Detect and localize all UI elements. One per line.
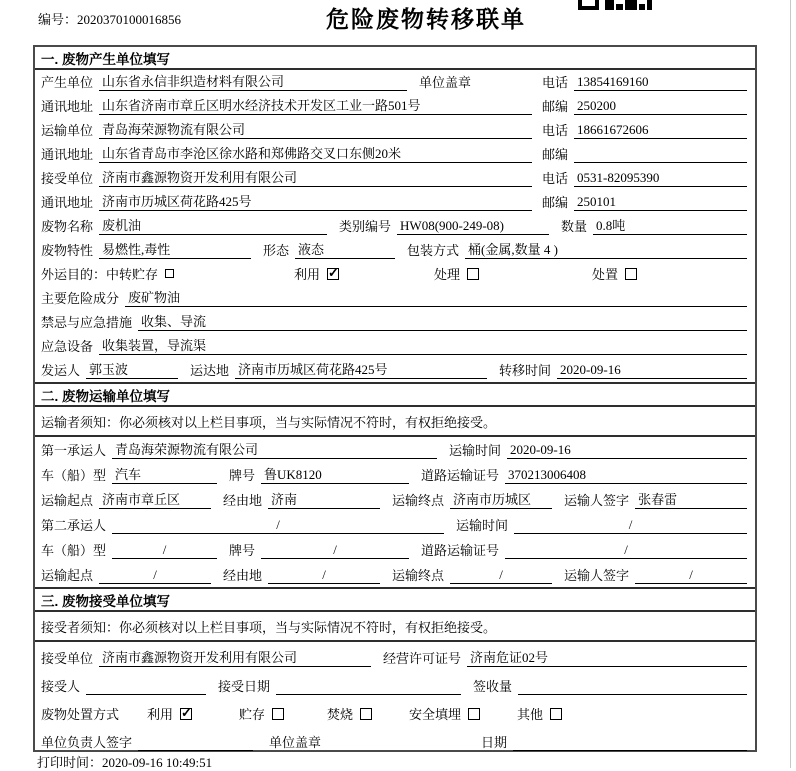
transporter-address-row — [35, 142, 755, 166]
vehicle1-type-label: 车（船）型 — [41, 468, 107, 483]
waste-packing-value: 桶(金属,数量 4 ) — [465, 239, 747, 259]
serial-label: 编号： — [38, 12, 78, 27]
checkbox-disposal-utilize-checked — [180, 708, 192, 720]
measures-label: 禁忌与应急措施 — [41, 315, 133, 330]
print-time-label: 打印时间： — [37, 755, 103, 770]
plate2-value: / — [261, 542, 409, 559]
route1-start-label: 运输起点 — [41, 493, 94, 508]
receiver-value: 济南市鑫源物资开发利用有限公司 — [99, 167, 532, 187]
unit-seal-label: 单位盖章 — [269, 735, 322, 750]
transporter-zip-value — [574, 162, 747, 163]
route1-end-value: 济南市历城区 — [450, 489, 552, 509]
print-time-line — [37, 752, 212, 771]
route1-sign-value: 张春雷 — [635, 489, 747, 509]
transport-time1-label: 运输时间 — [449, 443, 502, 458]
disposal-landfill-label: 安全填埋 — [409, 707, 462, 722]
acceptor-row — [35, 670, 755, 698]
destination-value: 济南市历城区荷花路425号 — [235, 359, 487, 379]
sign-date-label: 日期 — [481, 735, 508, 750]
route1-via-label: 经由地 — [223, 493, 263, 508]
section1-header: 一. 废物产生单位填写 — [35, 47, 755, 70]
accepting-unit-row — [35, 642, 755, 670]
qr-code-fragment — [578, 0, 652, 10]
checkbox-dispose-unchecked — [625, 268, 637, 280]
checkbox-disposal-store-unchecked — [272, 708, 284, 720]
first-carrier-row — [35, 437, 755, 462]
purpose-option-treat — [434, 264, 592, 283]
transporter-notice-label: 运输者须知： — [41, 414, 120, 430]
waste-form-value: 液态 — [295, 239, 395, 259]
transporter-phone-group — [542, 120, 747, 139]
receiver-notice-text: 你必须核对以上栏目事项，当与实际情况不符时，有权拒绝接受。 — [119, 619, 497, 635]
receiver-row — [35, 166, 755, 190]
purpose-option-storage — [106, 264, 294, 283]
vehicle1-row — [35, 462, 755, 487]
waste-quantity-label: 数量 — [561, 219, 588, 234]
consignor-label: 发运人 — [41, 363, 81, 378]
vehicle2-type-label: 车（船）型 — [41, 543, 107, 558]
waste-name-value: 废机油 — [99, 215, 327, 235]
transporter-phone-value: 18661672606 — [574, 122, 747, 139]
responsible-signature-label: 单位负责人签字 — [41, 735, 133, 750]
serial-number-line — [38, 9, 181, 28]
transporter-value: 青岛海荣源物流有限公司 — [99, 119, 532, 139]
receiver-label: 接受单位 — [41, 171, 94, 186]
checkbox-storage-unchecked — [165, 269, 174, 278]
receiver-zip-value: 250101 — [574, 194, 747, 211]
hazard-label: 主要危险成分 — [41, 291, 120, 306]
consignor-row — [35, 358, 755, 382]
route2-row — [35, 562, 755, 587]
producer-zip-group — [542, 96, 747, 115]
disposal-store-label: 贮存 — [239, 707, 266, 722]
plate2-label: 牌号 — [229, 543, 256, 558]
road-license1-value: 370213006408 — [505, 467, 747, 484]
road-license2-value: / — [505, 542, 747, 559]
equipment-label: 应急设备 — [41, 339, 94, 354]
hazard-row — [35, 286, 755, 310]
waste-traits-value: 易燃性,毒性 — [99, 239, 251, 259]
signature-row — [35, 726, 755, 754]
responsible-signature-value — [138, 750, 253, 751]
route2-via-value: / — [268, 567, 380, 584]
acceptor-value — [86, 694, 206, 695]
transfer-purpose-row — [35, 262, 755, 286]
producer-value: 山东省永信非织造材料有限公司 — [99, 71, 407, 91]
purpose-storage-label: 中转贮存 — [106, 267, 159, 282]
accept-date-value — [276, 694, 461, 695]
producer-phone-group — [542, 72, 747, 91]
plate1-label: 牌号 — [229, 468, 256, 483]
measures-row — [35, 310, 755, 334]
receiver-address-label: 通讯地址 — [41, 195, 94, 210]
route1-end-label: 运输终点 — [392, 493, 445, 508]
second-carrier-label: 第二承运人 — [41, 518, 107, 533]
producer-zip-label: 邮编 — [542, 99, 569, 114]
transporter-row — [35, 118, 755, 142]
purpose-utilize-label: 利用 — [294, 267, 321, 282]
route2-sign-value: / — [635, 567, 747, 584]
vehicle2-row — [35, 537, 755, 562]
route2-via-label: 经由地 — [223, 568, 263, 583]
waste-name-label: 废物名称 — [41, 219, 94, 234]
purpose-treat-label: 处理 — [434, 267, 461, 282]
transporter-phone-label: 电话 — [542, 123, 569, 138]
route1-via-value: 济南 — [268, 489, 380, 509]
receiver-address-row — [35, 190, 755, 214]
purpose-option-utilize — [294, 264, 434, 283]
disposal-method-label: 废物处置方式 — [41, 707, 120, 722]
transport-time1-value: 2020-09-16 — [507, 442, 747, 459]
transfer-time-label: 转移时间 — [499, 363, 552, 378]
waste-traits-label: 废物特性 — [41, 243, 94, 258]
waste-traits-row — [35, 238, 755, 262]
checkbox-disposal-other-unchecked — [550, 708, 562, 720]
consignor-value: 郭玉波 — [86, 359, 178, 379]
waste-category-label: 类别编号 — [339, 219, 392, 234]
disposal-method-row — [35, 698, 755, 726]
accept-date-label: 接受日期 — [218, 679, 271, 694]
producer-address-value: 山东省济南市章丘区明水经济技术开发区工业一路501号 — [99, 95, 532, 115]
accepting-unit-label: 接受单位 — [41, 651, 94, 666]
road-license2-label: 道路运输证号 — [421, 543, 500, 558]
second-carrier-row — [35, 512, 755, 537]
transport-time2-label: 运输时间 — [456, 518, 509, 533]
road-license1-label: 道路运输证号 — [421, 468, 500, 483]
disposal-incinerate-label: 焚烧 — [327, 707, 354, 722]
page-title: 危险废物转移联单 — [326, 6, 526, 32]
transporter-notice-row — [35, 407, 755, 437]
producer-zip-value: 250200 — [574, 98, 747, 115]
route2-sign-label: 运输人签字 — [564, 568, 630, 583]
signed-amount-label: 签收量 — [473, 679, 513, 694]
first-carrier-label: 第一承运人 — [41, 443, 107, 458]
transporter-zip-label: 邮编 — [542, 147, 569, 162]
receiver-zip-group — [542, 192, 747, 211]
receiver-zip-label: 邮编 — [542, 195, 569, 210]
route2-start-label: 运输起点 — [41, 568, 94, 583]
disposal-other-label: 其他 — [517, 707, 544, 722]
serial-value: 2020370100016856 — [77, 12, 182, 27]
first-carrier-value: 青岛海荣源物流有限公司 — [112, 439, 437, 459]
print-time-value: 2020-09-16 10:49:51 — [102, 755, 213, 770]
route1-start-value: 济南市章丘区 — [99, 489, 211, 509]
transporter-zip-group — [542, 144, 747, 163]
disposal-option-store — [239, 704, 327, 723]
producer-row — [35, 70, 755, 94]
producer-phone-value: 13854169160 — [574, 74, 747, 91]
route2-end-label: 运输终点 — [392, 568, 445, 583]
disposal-option-utilize — [147, 704, 239, 723]
waste-form-label: 形态 — [263, 243, 290, 258]
section2-header: 二. 废物运输单位填写 — [35, 382, 755, 407]
route1-sign-label: 运输人签字 — [564, 493, 630, 508]
purpose-dispose-label: 处置 — [592, 267, 619, 282]
transporter-address-label: 通讯地址 — [41, 147, 94, 162]
receiver-phone-value: 0531-82095390 — [574, 170, 747, 187]
checkbox-disposal-incinerate-unchecked — [360, 708, 372, 720]
vehicle1-type-value: 汽车 — [112, 464, 217, 484]
manifest-form — [33, 45, 757, 752]
acceptor-label: 接受人 — [41, 679, 81, 694]
receiver-address-value: 济南市历城区荷花路425号 — [99, 191, 532, 211]
route2-start-value: / — [99, 567, 211, 584]
producer-address-row — [35, 94, 755, 118]
second-carrier-value: / — [112, 517, 444, 534]
destination-label: 运达地 — [190, 363, 230, 378]
receiver-notice-row — [35, 612, 755, 642]
disposal-option-other — [517, 704, 562, 723]
checkbox-utilize-checked — [327, 268, 339, 280]
disposal-utilize-label: 利用 — [147, 707, 174, 722]
measures-value: 收集、导流 — [138, 311, 747, 331]
producer-address-label: 通讯地址 — [41, 99, 94, 114]
accepting-unit-value: 济南市鑫源物资开发利用有限公司 — [99, 647, 371, 667]
transporter-notice-text: 你必须核对以上栏目事项，当与实际情况不符时，有权拒绝接受。 — [119, 414, 497, 430]
transfer-purpose-label: 外运目的： — [41, 267, 107, 282]
waste-quantity-value: 0.8吨 — [593, 215, 747, 235]
waste-name-row — [35, 214, 755, 238]
route2-end-value: / — [450, 567, 552, 584]
hazard-value: 废矿物油 — [125, 287, 747, 307]
route1-row — [35, 487, 755, 512]
producer-label: 产生单位 — [41, 75, 94, 90]
equipment-row — [35, 334, 755, 358]
receiver-phone-group — [542, 168, 747, 187]
permit-value: 济南危证02号 — [467, 647, 747, 667]
vehicle2-type-value: / — [112, 542, 217, 559]
transporter-label: 运输单位 — [41, 123, 94, 138]
plate1-value: 鲁UK8120 — [261, 464, 409, 484]
disposal-option-landfill — [409, 704, 517, 723]
checkbox-treat-unchecked — [467, 268, 479, 280]
receiver-notice-label: 接受者须知： — [41, 619, 120, 635]
producer-phone-label: 电话 — [542, 75, 569, 90]
signed-amount-value — [518, 694, 747, 695]
waste-category-value: HW08(900-249-08) — [397, 218, 549, 235]
transport-time2-value: / — [514, 517, 747, 534]
page-right-edge — [790, 0, 791, 768]
purpose-option-dispose — [592, 264, 637, 283]
permit-label: 经营许可证号 — [383, 651, 462, 666]
sign-date-value — [513, 750, 747, 751]
transporter-address-value: 山东省青岛市李沧区徐水路和郑佛路交叉口东侧20米 — [99, 143, 532, 163]
disposal-option-incinerate — [327, 704, 409, 723]
waste-packing-label: 包装方式 — [407, 243, 460, 258]
section3-header: 三. 废物接受单位填写 — [35, 587, 755, 612]
producer-seal-label: 单位盖章 — [419, 75, 472, 90]
checkbox-disposal-landfill-unchecked — [468, 708, 480, 720]
receiver-phone-label: 电话 — [542, 171, 569, 186]
transfer-time-value: 2020-09-16 — [557, 362, 747, 379]
equipment-value: 收集装置，导流渠 — [99, 335, 747, 355]
